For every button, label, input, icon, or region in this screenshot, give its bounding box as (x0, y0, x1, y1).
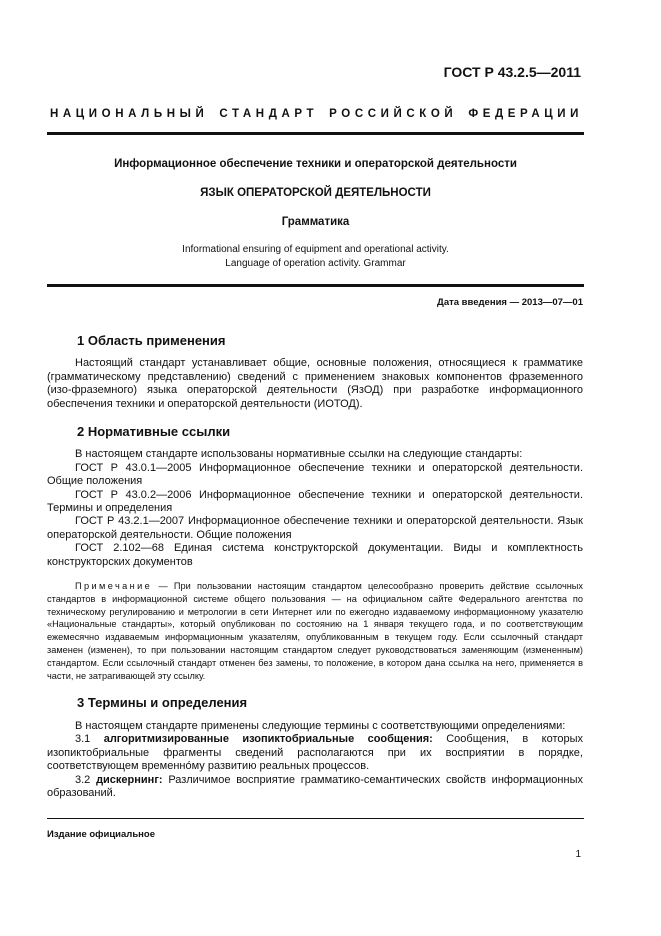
term-definition (47, 774, 583, 801)
footer-rule (47, 818, 584, 819)
title-line-1: Информационное обеспечение техники и операторской деятельности (114, 158, 517, 170)
normative-reference: ГОСТ Р 43.2.1—2007 Информационное обеспечение техники и операторской деятельности. Язык операторской деятельности. Общие положения (47, 515, 583, 541)
title-line-3: Грамматика (281, 216, 350, 228)
section-2-title: 2 Нормативные ссылки (77, 424, 231, 440)
title-english (47, 243, 584, 271)
section-1-title: 1 Область применения (77, 333, 226, 348)
national-standard-banner (50, 108, 583, 120)
banner-word: РОССИЙСКОЙ (329, 108, 458, 120)
note-text: — При пользовании настоящим стандартом целесообразно проверить действие ссылочных стандартов в информационной системе общего пользования — на официальном сайте Федерального агентства по техническому регулированию и метрологии в сети Интернет или по ежегодно издаваемому информационному указателю «Национальные стандарты», который опубликован по состоянию на 1 января текущего года, и по соответствующим ежемесячно издаваемым информационным указателям, опубликованным в текущем году. Если ссылочный стандарт заменен (изменен), то при пользовании настоящим стандартом следует руководствоваться заменяющим (измененным) стандартом. Если ссылочный стандарт отменен без замены, то положение, в котором дана ссылка на него, применяется в части, не затрагивающей эту ссылку. (47, 581, 583, 681)
gost-number: ГОСТ Р 43.2.5—2011 (443, 64, 581, 80)
page-number: 1 (575, 849, 581, 860)
section-1-paragraph: Настоящий стандарт устанавливает общие, основные положения, относящиеся к грамматике (грамматическому представлению) сведений с применением знаковых компонентов фраземенного (изо-фраземного) языка операторской деятельности (ЯзОД) при разработке информационного обеспечения техники и операторской деятельности (ИОТОД). (47, 357, 583, 410)
term-name: алгоритмизированные изопиктобриальные сообщения: (103, 733, 433, 746)
term-text: Сообщения, в которых изопиктобриальные фрагменты сведений располагаются при их восприятии в порядке, соответствующем временно́му развитию реальных процессов. (47, 733, 583, 773)
title-english-line-1: Informational ensuring of equipment and operational activity. (182, 244, 449, 255)
banner-word: СТАНДАРТ (219, 108, 319, 120)
title-line-2: ЯЗЫК ОПЕРАТОРСКОЙ ДЕЯТЕЛЬНОСТИ (200, 187, 431, 199)
title-english-line-2: Language of operation activity. Grammar (225, 258, 406, 269)
section-3-intro: В настоящем стандарте применены следующие термины с соответствующими определениями: (75, 719, 566, 732)
term-definition (47, 733, 583, 773)
banner-word: НАЦИОНАЛЬНЫЙ (50, 108, 209, 120)
banner-word: ФЕДЕРАЦИИ (468, 108, 583, 120)
term-number: 3.2 (75, 773, 97, 786)
note-label: Примечание (75, 581, 153, 592)
section-3-title: 3 Термины и определения (77, 695, 248, 711)
header-rule-top (47, 132, 584, 135)
official-edition-label: Издание официальное (47, 829, 155, 840)
header-rule-bottom (47, 284, 584, 287)
term-number: 3.1 (75, 733, 104, 746)
normative-reference: ГОСТ 2.102—68 Единая система конструкторской документации. Виды и комплектность конструкторских документов (47, 542, 583, 568)
normative-reference: ГОСТ Р 43.0.1—2005 Информационное обеспечение техники и операторской деятельности. Общие положения (47, 461, 583, 488)
section-2-note (47, 580, 583, 682)
section-2-intro: В настоящем стандарте использованы нормативные ссылки на следующие стандарты: (75, 448, 523, 461)
document-body (47, 334, 583, 800)
term-text: Различимое восприятие грамматико-семантических свойств информационных образований. (47, 773, 583, 799)
introduction-date: Дата введения — 2013—07—01 (437, 297, 583, 308)
normative-reference: ГОСТ Р 43.0.2—2006 Информационное обеспечение техники и операторской деятельности. Термины и определения (47, 488, 583, 515)
term-name: дискернинг: (96, 773, 163, 786)
